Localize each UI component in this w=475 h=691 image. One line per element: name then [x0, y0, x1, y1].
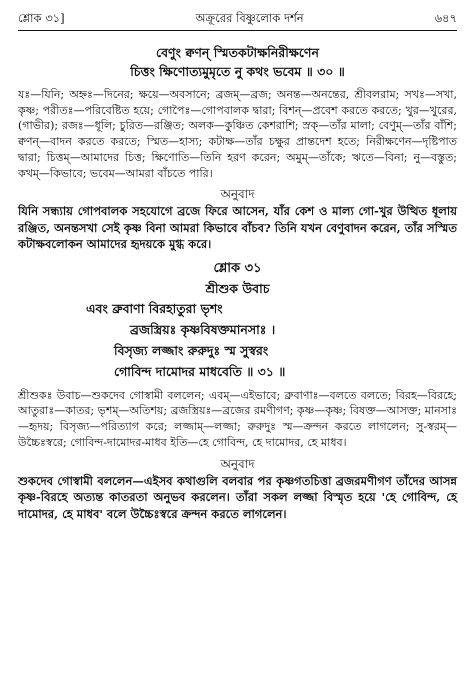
translation-heading-30: অনুবাদ	[220, 187, 255, 202]
verse-30-line-1: বেণুং ক্বণন্ স্মিতকটাক্ষনিরীক্ষণেন	[156, 45, 319, 60]
verse-31-line-1: এবং ব্রুবাণা বিরহাতুরা ভৃশং	[86, 300, 223, 316]
verse-31-line-4: গোবিন্দ দামোদর মাধবেতি ॥ ৩১ ॥	[114, 363, 286, 379]
translation-heading-31: অনুবাদ	[220, 456, 255, 471]
header-chapter-title: অক্রূরের বিষ্ণুলোক দর্শন	[195, 11, 304, 25]
synonyms-30: যঃ—যিনি; অহ্নঃ—দিনের; ক্ষয়ে—অবসানে; ব্রজম্—ব্রজ; অনন্ত—অনন্তের, শ্রীবলরাম; সখঃ—সখা, কৃষ্ণ; পরীতঃ—পরিবেষ্টিত হয়ে; গোপৈঃ—গোপবালক দ্বারা; বিশন্—প্রবেশ করতে করতে; খুর—খুরের, (গাভীর); রজঃ—ধূলি; চুরিত—রঞ্জিত; অলক—কুঞ্চিত কেশরাশি; স্রক্—তাঁর মালা; বেণুম্—তাঁর বাঁশি; ক্বণন্—বাদন করতে করতে; স্মিত—হাস্য; কটাক্ষ—তাঁর চক্ষুর প্রান্তদেশ হতে; নিরীক্ষণেন—দৃষ্টিপাত দ্বারা; চিত্তম্—আমাদের চিত্ত; ক্ষিণোতি—তিনি হরণ করেন; অমুম্—তাঁকে; ঋতে—বিনা; নু—বস্তুত; কথম্—কিভাবে; ভবেম—আমরা বাঁচতে পারি।	[18, 88, 457, 180]
translation-30: যিনি সন্ধ্যায় গোপবালক সহযোগে ব্রজে ফিরে আসেন, যাঁর কেশ ও মাল্য গো-খুর উত্থিত ধূলায় রঞ্জিত, অনন্তসখা সেই কৃষ্ণ বিনা আমরা কিভাবে বাঁচব? তিনি যখন বেণুবাদন করেন, তাঁর সস্মিত কটাক্ষবলোকন আমাদের হৃদয়কে মুগ্ধ করে।	[18, 204, 457, 252]
shloka-31-speaker: শ্রীশুক উবাচ	[205, 280, 270, 296]
verse-31-line-3: বিসৃজ্য লজ্জাং রুরুদুঃ স্ম সুস্বরং	[114, 342, 269, 358]
verse-31-line-2: ব্রজস্ত্রিয়ঃ কৃষ্ণবিষক্তমানসাঃ ।	[130, 321, 276, 337]
synonyms-31: শ্রীশুকঃ উবাচ—শুকদেব গোস্বামী বললেন; এবম্—এইভাবে; ব্রুবাণাঃ—বলতে বলতে; বিরহ—বিরহে; আতুরাঃ—কাতর; ভৃশম্—অতিশয়; ব্রজস্ত্রিয়ঃ—ব্রজের রমণীগণ; কৃষ্ণ—কৃষ্ণ; বিষক্ত—আসক্ত; মানসাঃ—হৃদয়; বিসৃজ্য—পরিত্যাগ করে; লজ্জাম্—লজ্জা; রুরুদুঃ স্ম—ক্রন্দন করতে লাগলেন; সু-স্বরম্—উচ্চৈঃস্বরে; গোবিন্দ-দামোদর-মাধব ইতি—হে গোবিন্দ, হে দামোদর, হে মাধব।	[18, 388, 457, 449]
shloka-31-title: শ্লোক ৩১	[213, 260, 262, 276]
verse-31	[18, 298, 457, 382]
verse-30	[18, 43, 457, 81]
header-left: শ্লোক ৩১]	[18, 11, 65, 25]
translation-31: শুকদেব গোস্বামী বললেন—এইসব কথাগুলি বলবার পর কৃষ্ণগতচিত্তা ব্রজরমণীগণ তাঁদের আসন্ন কৃষ্ণ-বিরহে অত্যন্ত কাতরতা অনুভব করলেন। তাঁরা সকল লজ্জা বিস্মৃত হয়ে 'হে গোবিন্দ, হে দামোদর, হে মাধব' বলে উচ্চৈঃস্বরে ক্রন্দন করতে লাগলেন।	[18, 473, 457, 521]
verse-30-line-2: চিত্তং ক্ষিণোত্যমুমৃতে নু কথং ভবেম ॥ ৩০ ॥	[130, 64, 345, 79]
page-number: ৬৪৭	[434, 11, 457, 25]
running-header	[18, 10, 457, 31]
